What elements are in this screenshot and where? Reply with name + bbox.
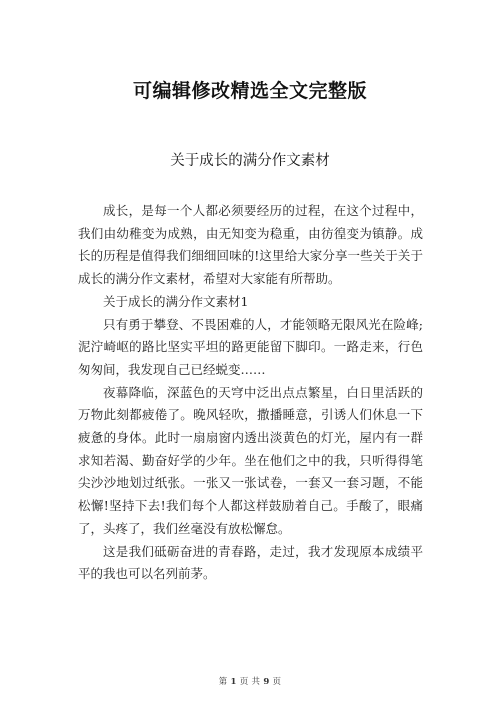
paragraph-1: 只有勇于攀登、不畏困难的人，才能领略无限风光在险峰;泥泞崎岖的路比坚实平坦的路更能留下脚印。一路走来，行色匆匆间，我发现自己已经蜕变…… xyxy=(78,316,423,377)
footer-total-pages: 9 xyxy=(263,677,270,687)
paragraph-3: 这是我们砥砺奋进的青春路，走过，我才发现原本成绩平平的我也可以名列前茅。 xyxy=(78,543,423,582)
section-heading: 关于成长的满分作文素材1 xyxy=(103,293,249,309)
footer-page-number: 1 xyxy=(230,677,237,687)
page-footer xyxy=(0,675,500,687)
footer-suffix: 页 xyxy=(272,677,282,687)
paragraph-intro: 成长，是每一个人都必须要经历的过程，在这个过程中，我们由幼稚变为成熟，由无知变为稳重，由彷徨变为镇静。成长的历程是值得我们细细回味的!这里给大家分享一些关于关于成长的满分作文素材，希望对大家能有所帮助。 xyxy=(78,203,423,287)
paragraph-2: 夜幕降临，深蓝色的天穹中泛出点点繁星，白日里活跃的万物此刻都疲倦了。晚风轻吹，撒播睡意，引诱人们休息一下疲惫的身体。此时一扇扇窗内透出淡黄色的灯光，屋内有一群求知若渴、勤奋好学的少年。坐在他们之中的我，只听得得笔尖沙沙地划过纸张。一张又一张试卷，一套又一套习题，不能松懈!坚持下去!我们每个人都这样鼓励着自己。手酸了，眼痛了，头疼了，我们丝毫没有放松懈怠。 xyxy=(78,384,423,536)
footer-middle: 页 共 xyxy=(239,677,261,687)
footer-prefix: 第 xyxy=(218,677,228,687)
document-body xyxy=(78,200,423,586)
document-title: 关于成长的满分作文素材 xyxy=(170,153,330,169)
header-title: 可编辑修改精选全文完整版 xyxy=(132,80,367,102)
